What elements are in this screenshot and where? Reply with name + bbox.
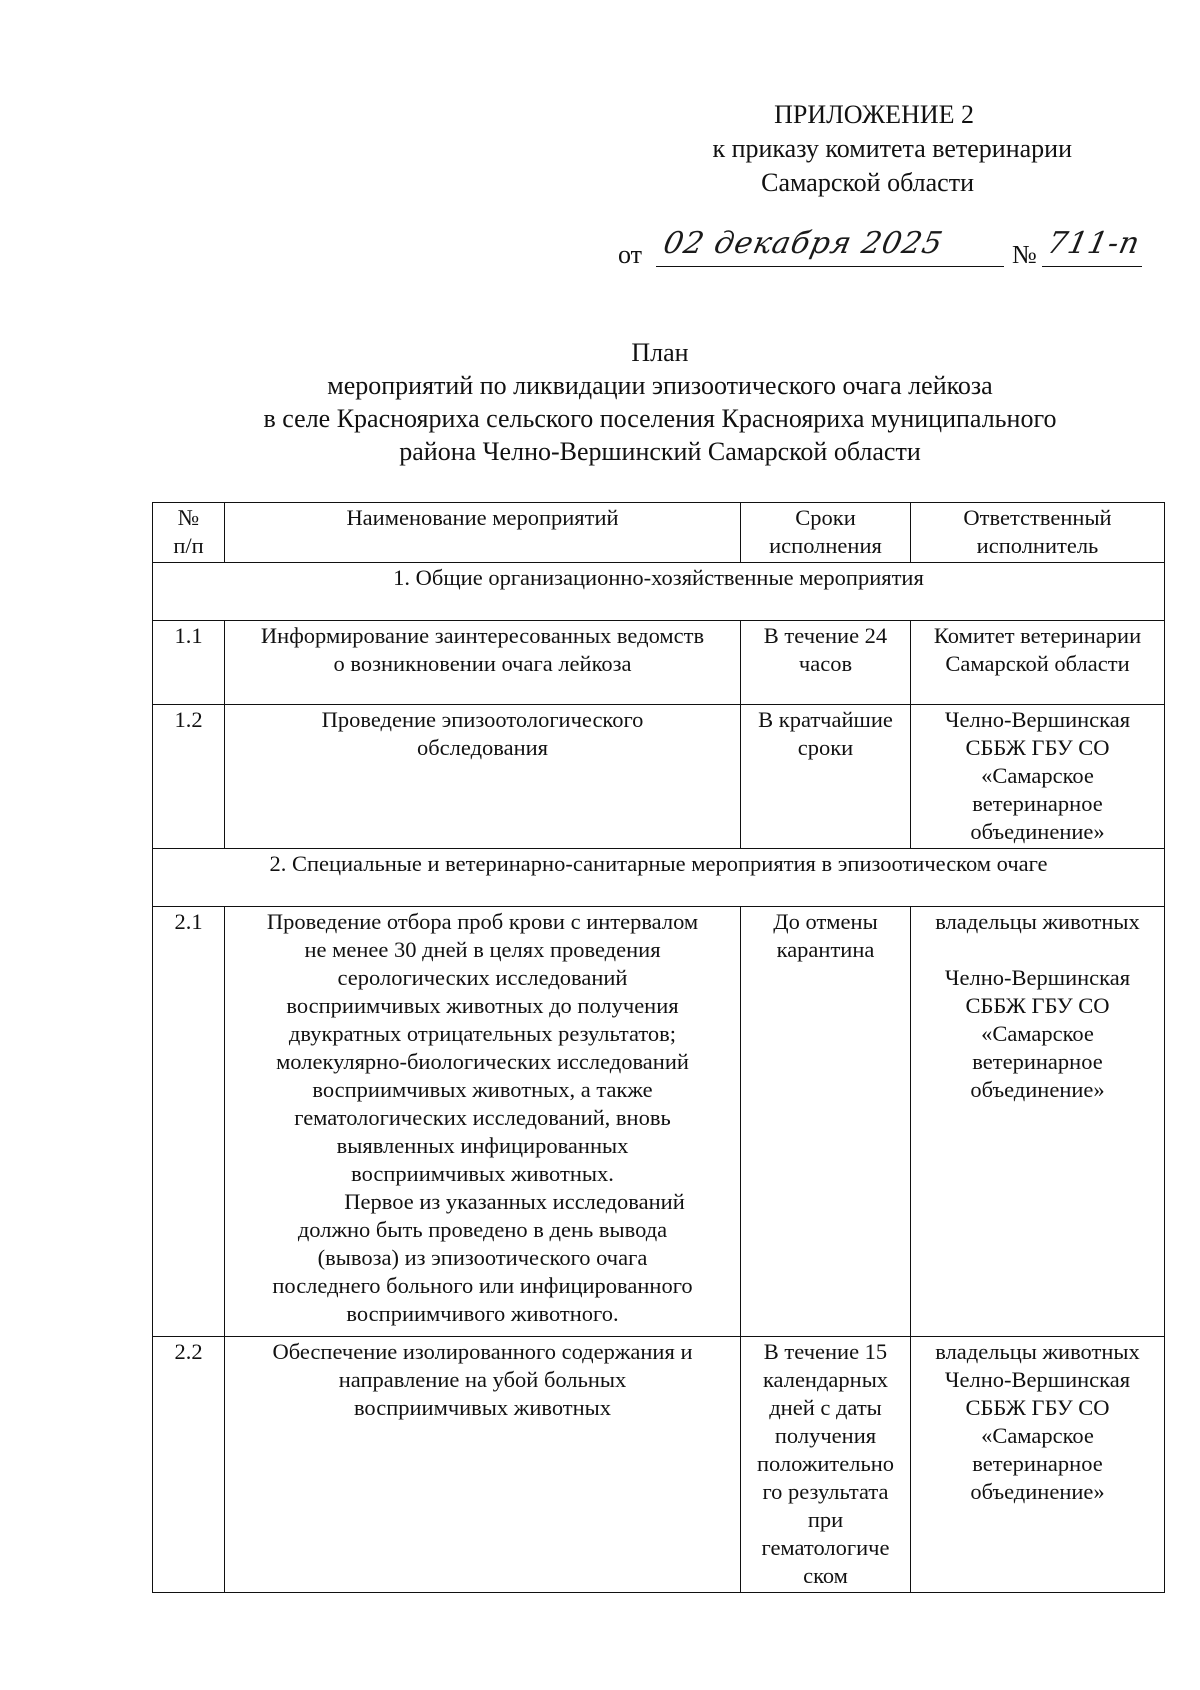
row-2-2-resp-line: объединение» [970,1479,1105,1504]
row-2-2-terms [741,1337,911,1593]
row-1-1-terms-line: В течение 24 [763,623,888,648]
row-2-2-name [225,1337,741,1593]
row-1-2-num: 1.2 [153,705,225,849]
header-terms-line2: исполнения [769,533,882,558]
row-2-1-resp-line: Челно-Вершинская [944,965,1131,990]
order-date-number-line [618,226,1148,272]
appendix-line-order: к приказу комитета ветеринарии [712,134,1072,163]
row-2-1-num: 2.1 [153,907,225,1337]
row-2-2-terms-line: дней с даты [769,1395,882,1420]
row-1-1-resp-line: Самарской области [945,651,1130,676]
row-2-2-terms-line: календарных [762,1367,889,1392]
row-1-2-resp-line: объединение» [970,819,1105,844]
row-2-1-name-line: гематологических исследований, вновь [294,1105,671,1130]
title-line-4: района Челно-Вершинский Самарской области [399,437,921,466]
header-terms [741,503,911,563]
row-2-1-name-line: восприимчивых животных. [351,1161,614,1186]
row-2-2-name-line: Обеспечение изолированного содержания и [272,1339,693,1364]
row-1-2-resp-line: ветеринарное [972,791,1103,816]
row-1-2-resp-line: «Самарское [981,763,1094,788]
row-2-1-name-line: двукратных отрицательных результатов; [288,1021,677,1046]
title-line-2: мероприятий по ликвидации эпизоотического очага лейкоза [327,371,993,400]
row-2-2-resp-line: ветеринарное [972,1451,1103,1476]
order-date-field [656,226,1004,267]
appendix-line-region: Самарской области [761,168,974,197]
section-row-1 [153,563,1165,621]
row-2-1-responsible [911,907,1165,1337]
row-2-2-terms-line: при [807,1507,844,1532]
order-number-field [1042,226,1144,267]
row-1-1-terms [741,621,911,705]
row-1-2-terms [741,705,911,849]
header-terms-line1: Сроки [795,505,856,530]
row-1-1-name-line: Информирование заинтересованных ведомств [260,623,705,648]
header-name: Наименование мероприятий [225,503,741,563]
appendix-header [612,98,1072,200]
row-2-2-terms-line: ском [803,1563,848,1588]
row-1-2-responsible [911,705,1165,849]
row-2-1-resp-line: объединение» [970,1077,1105,1102]
order-date-prefix: от [618,240,643,269]
plan-table [152,502,1165,1593]
appendix-title: ПРИЛОЖЕНИЕ 2 [774,100,974,129]
header-responsible [911,503,1165,563]
handwritten-date: 02 декабря 2025 [660,226,947,261]
header-num-line2: п/п [173,533,204,558]
table-row-2-2 [153,1337,1165,1593]
row-2-2-terms-line: гематологиче [761,1535,890,1560]
header-resp-line1: Ответственный [963,505,1112,530]
row-2-1-name-para2-line: (вывоза) из эпизоотического очага [317,1245,648,1270]
row-2-2-name-line: восприимчивых животных [353,1395,612,1420]
table-header-row [153,503,1165,563]
row-2-1-resp-gap [917,936,1158,964]
row-2-2-terms-line: положительно [756,1451,895,1476]
table-row-2-1 [153,907,1165,1337]
document-title [150,336,1170,468]
row-1-2-resp-line: СББЖ ГБУ СО [965,735,1110,760]
row-2-1-resp-line: ветеринарное [972,1049,1103,1074]
row-2-1-name-para2-line: должно быть проведено в день вывода [297,1217,668,1242]
row-2-1-terms [741,907,911,1337]
order-number-label: № [1012,240,1037,269]
handwritten-number: 711-п [1044,226,1144,261]
title-line-plan: План [631,338,689,367]
row-2-1-terms-line: До отмены [773,909,878,934]
row-2-2-num: 2.2 [153,1337,225,1593]
row-2-2-resp-line: СББЖ ГБУ СО [965,1395,1110,1420]
row-2-2-terms-line: го результата [762,1479,889,1504]
row-2-1-name [225,907,741,1337]
table-row-1-2 [153,705,1165,849]
row-1-1-num: 1.1 [153,621,225,705]
row-2-2-name-line: направление на убой больных [338,1367,627,1392]
row-2-2-resp-line: «Самарское [981,1423,1094,1448]
section-row-2 [153,849,1165,907]
row-2-1-name-para2-line: последнего больного или инфицированного [272,1273,693,1298]
row-1-2-terms-line: В кратчайшие [758,707,893,732]
row-1-2-name-line: Проведение эпизоотологического [321,707,644,732]
header-num [153,503,225,563]
row-2-2-resp-line: Челно-Вершинская [944,1367,1131,1392]
section-1-title: 1. Общие организационно-хозяйственные мероприятия [153,563,1165,621]
row-2-1-name-line: Проведение отбора проб крови с интервалом [266,909,699,934]
row-2-2-terms-line: получения [774,1423,877,1448]
row-1-1-name [225,621,741,705]
row-2-2-resp-line: владельцы животных [935,1339,1140,1364]
title-line-3: в селе Краснояриха сельского поселения Краснояриха муниципального [263,404,1057,433]
row-2-1-resp-owners: владельцы животных [935,909,1140,934]
row-1-2-name [225,705,741,849]
row-2-1-name-line: серологических исследований [337,965,628,990]
row-2-1-name-line: восприимчивых животных, а также [312,1077,653,1102]
row-2-1-name-line: не менее 30 дней в целях проведения [304,937,661,962]
row-2-1-name-line: восприимчивых животных до получения [286,993,679,1018]
row-2-1-resp-line: «Самарское [981,1021,1094,1046]
row-2-1-name-line: молекулярно-биологических исследований [276,1049,689,1074]
row-1-2-name-line: обследования [416,735,549,760]
row-2-2-terms-line: В течение 15 [763,1339,888,1364]
row-1-1-responsible [911,621,1165,705]
header-resp-line2: исполнитель [976,533,1099,558]
row-1-2-terms-line: сроки [797,735,854,760]
section-2-title: 2. Специальные и ветеринарно-санитарные мероприятия в эпизоотическом очаге [153,849,1165,907]
row-1-1-terms-line: часов [798,651,853,676]
row-2-1-name-line: выявленных инфицированных [336,1133,629,1158]
row-1-2-resp-line: Челно-Вершинская [944,707,1131,732]
row-2-1-resp-line: СББЖ ГБУ СО [965,993,1110,1018]
row-2-1-name-para2-line: восприимчивого животного. [346,1301,619,1326]
table-row-1-1 [153,621,1165,705]
row-1-1-name-line: о возникновении очага лейкоза [333,651,632,676]
row-1-1-resp-line: Комитет ветеринарии [933,623,1142,648]
header-num-line1: № [177,505,200,530]
row-2-2-responsible [911,1337,1165,1593]
row-2-1-terms-line: карантина [776,937,875,962]
row-2-1-name-para2-line: Первое из указанных исследований [344,1189,685,1214]
